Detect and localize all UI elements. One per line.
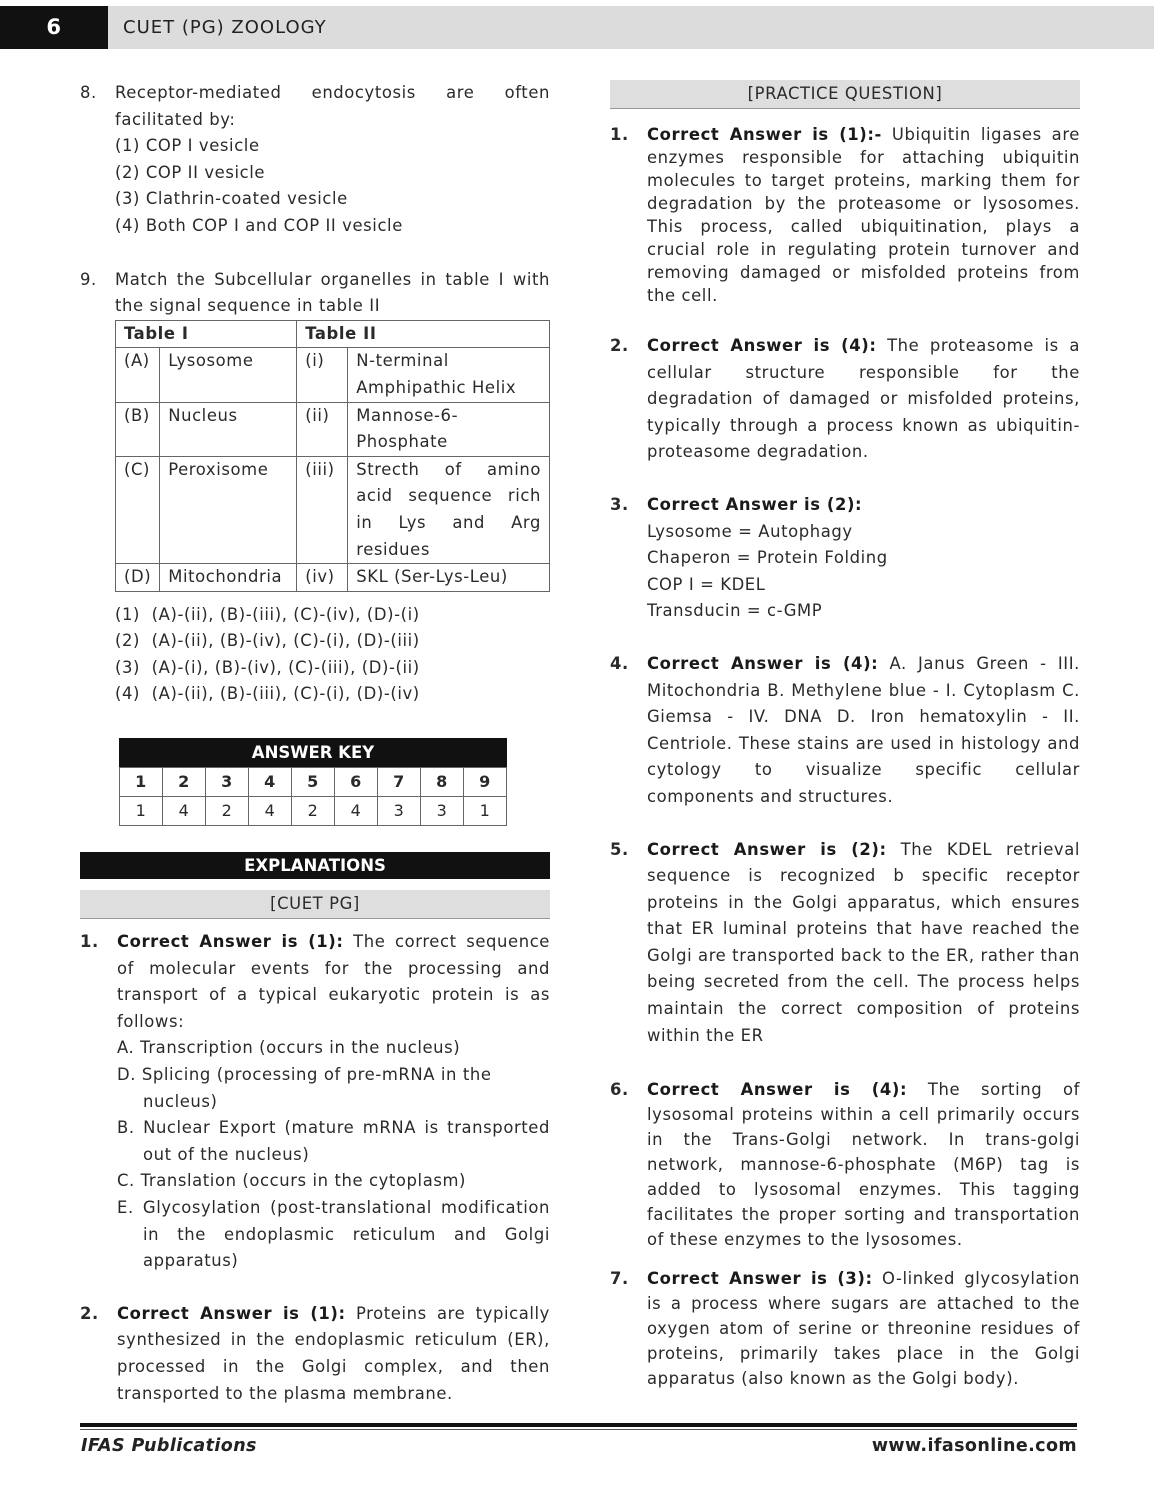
- answer-key-cell: 3: [421, 797, 464, 826]
- step: B. Nuclear Export (mature mRNA is transported out of the nucleus): [117, 1118, 550, 1164]
- answer-number: 6.: [610, 1080, 629, 1100]
- practice-explanation-5: [610, 837, 1080, 1050]
- answer-key-cell: 2: [292, 797, 335, 826]
- answer-number: 2.: [610, 336, 629, 355]
- answer-number: 2.: [80, 1303, 99, 1323]
- practice-explanation-2: [610, 333, 1080, 466]
- table-cell: N-terminal Amphipathic Helix: [348, 348, 550, 402]
- table-row: [116, 564, 550, 592]
- table-cell: Mitochondria: [160, 564, 297, 592]
- practice-explanation-6: [610, 1077, 1080, 1252]
- option: (1) COP I vesicle: [115, 136, 260, 156]
- answer-key-cell: 5: [292, 768, 335, 797]
- table-cell: (iv): [297, 564, 348, 592]
- question-text: Receptor-mediated endocytosis are often facilitated by:: [115, 83, 550, 129]
- question-8: [80, 80, 550, 240]
- answer-key-cell: 4: [249, 797, 292, 826]
- answer-label: Correct Answer is (1):-: [647, 125, 882, 144]
- step: D. Splicing (processing of pre-mRNA in the nucleus): [117, 1065, 492, 1111]
- answer-label: Correct Answer is (4):: [647, 1080, 908, 1100]
- answer-number: 1.: [80, 932, 99, 952]
- answer-number: 4.: [610, 653, 629, 673]
- match-table: [115, 320, 550, 592]
- answer-text: The KDEL retrieval sequence is recognized b specific receptor proteins in the Golgi apparatus, which ensures that ER luminal proteins that have reached the Golgi are transported back to the ER, rather than being secreted from the cell. The process helps maintain the correct composition of proteins within the ER: [647, 839, 1080, 1045]
- step: A. Transcription (occurs in the nucleus): [117, 1038, 461, 1058]
- footer-rule: [80, 1423, 1077, 1427]
- answer-text: The correct sequence of molecular events for the processing and transport of a typical eukaryotic protein is as follows:: [117, 932, 550, 1031]
- question-number: 9.: [80, 269, 97, 289]
- cuet-section-title: [CUET PG]: [80, 890, 550, 919]
- answer-key-cell: 3: [206, 768, 249, 797]
- footer-rule-thin: [80, 1429, 1077, 1430]
- practice-explanation-7: [610, 1266, 1080, 1391]
- option-text: (A)-(ii), (B)-(iii), (C)-(iv), (D)-(i): [151, 604, 420, 624]
- answer-key-cell: 4: [249, 768, 292, 797]
- answer-label: Correct Answer is (1):: [117, 932, 344, 952]
- cuet-explanation-1: [80, 929, 550, 1275]
- question-9: [80, 267, 550, 320]
- option-number: (1): [115, 604, 141, 624]
- practice-explanation-4: [610, 651, 1080, 811]
- answer-number: 5.: [610, 839, 629, 859]
- answer-number: 3.: [610, 494, 629, 514]
- option: [115, 681, 550, 708]
- answer-key-title: ANSWER KEY: [119, 738, 507, 767]
- table-cell: SKL (Ser-Lys-Leu): [348, 564, 550, 592]
- table-cell: (ii): [297, 402, 348, 456]
- table-cell: (i): [297, 348, 348, 402]
- option: [115, 602, 550, 629]
- answer-key-cell: 1: [120, 768, 163, 797]
- table-cell: Strecth of amino acid sequence rich in Lys and Arg residues: [348, 456, 550, 563]
- practice-section-title: [PRACTICE QUESTION]: [610, 80, 1080, 109]
- table-cell: (B): [116, 402, 160, 456]
- answer-key-cell: 9: [464, 768, 507, 797]
- practice-explanation-3: [610, 492, 1080, 625]
- option: (3) Clathrin-coated vesicle: [115, 189, 348, 209]
- table-cell: (A): [116, 348, 160, 402]
- match-options: [115, 602, 550, 708]
- answer-key-cell: 7: [378, 768, 421, 797]
- table-header: Table II: [297, 320, 550, 348]
- answer-key-cell: 8: [421, 768, 464, 797]
- answer-key-cell: 4: [163, 797, 206, 826]
- answer-line: Transducin = c-GMP: [647, 601, 823, 621]
- answer-number: 1.: [610, 125, 629, 144]
- table-cell: Nucleus: [160, 402, 297, 456]
- table-header-row: [116, 320, 550, 348]
- option-text: (A)-(ii), (B)-(iii), (C)-(i), (D)-(iv): [151, 684, 420, 704]
- answer-label: Correct Answer is (4):: [647, 336, 877, 355]
- answer-label: Correct Answer is (4):: [647, 653, 879, 673]
- table-cell: (D): [116, 564, 160, 592]
- answer-line: Chaperon = Protein Folding: [647, 548, 888, 568]
- answer-line: COP I = KDEL: [647, 574, 766, 594]
- page-number: 6: [0, 6, 108, 49]
- answer-text: O-linked glycosylation is a process where sugars are attached to the oxygen atom of serine or threonine residues of proteins, primarily takes place in the Golgi apparatus (also known as the Golgi body).: [647, 1269, 1080, 1389]
- answer-key-cell: 2: [206, 797, 249, 826]
- left-column: [80, 80, 550, 1407]
- answer-key-table: [119, 767, 507, 826]
- option: (2) COP II vesicle: [115, 162, 266, 182]
- table-row: [116, 348, 550, 402]
- answer-key-cell: 6: [335, 768, 378, 797]
- answer-label: Correct Answer is (2):: [647, 494, 863, 514]
- answer-text: Ubiquitin ligases are enzymes responsible for attaching ubiquitin molecules to target proteins, marking them for degradation by the proteasome or lysosomes. This process, called ubiquitination, plays a crucial role in regulating protein turnover and removing damaged or misfolded proteins from the cell.: [647, 125, 1080, 305]
- step: E. Glycosylation (post-translational modification in the endoplasmic reticulum and Golgi apparatus): [117, 1198, 550, 1271]
- answer-label: Correct Answer is (1):: [117, 1303, 346, 1323]
- explanations-heading: [80, 852, 550, 919]
- table-cell: Peroxisome: [160, 456, 297, 563]
- answer-text: The proteasome is a cellular structure responsible for the degradation of damaged or misfolded proteins, typically through a process known as ubiquitin-proteasome degradation.: [647, 336, 1080, 462]
- answer-key: [119, 738, 507, 826]
- table-cell: Lysosome: [160, 348, 297, 402]
- answer-key-cell: 1: [120, 797, 163, 826]
- step: C. Translation (occurs in the cytoplasm): [117, 1171, 467, 1191]
- question-number: 8.: [80, 83, 97, 102]
- answer-text: A. Janus Green - III. Mitochondria B. Methylene blue - I. Cytoplasm C. Giemsa - IV. DNA D. Iron hematoxylin - II. Centriole. These stains are used in histology and cytology to visualize specific cellular components and structures.: [647, 653, 1080, 806]
- option-text: (A)-(i), (B)-(iv), (C)-(iii), (D)-(ii): [151, 657, 420, 677]
- option: [115, 655, 550, 682]
- answer-key-answer-row: [120, 797, 507, 826]
- option-number: (3): [115, 657, 141, 677]
- option-number: (4): [115, 684, 141, 704]
- table-cell: Mannose-6-Phosphate: [348, 402, 550, 456]
- table-header: Table I: [116, 320, 297, 348]
- answer-number: 7.: [610, 1269, 629, 1289]
- answer-key-cell: 2: [163, 768, 206, 797]
- answer-key-cell: 4: [335, 797, 378, 826]
- question-text: Match the Subcellular organelles in table I with the signal sequence in table II: [115, 269, 550, 316]
- table-cell: (iii): [297, 456, 348, 563]
- answer-key-cell: 3: [378, 797, 421, 826]
- option: [115, 628, 550, 655]
- option: (4) Both COP I and COP II vesicle: [115, 215, 403, 235]
- answer-text: The sorting of lysosomal proteins within a cell primarily occurs in the Trans-Golgi network. In trans-golgi network, mannose-6-phosphate (M6P) tag is added to lysosomal enzymes. This tagging facilitates the proper sorting and transportation of these enzymes to the lysosomes.: [647, 1080, 1080, 1250]
- page-header: [0, 6, 1154, 49]
- publisher-name: IFAS Publications: [81, 1436, 257, 1456]
- answer-key-cell: 1: [464, 797, 507, 826]
- cuet-explanation-2: [80, 1301, 550, 1407]
- practice-explanation-1: [610, 123, 1080, 307]
- book-title: CUET (PG) ZOOLOGY: [123, 17, 327, 38]
- answer-key-question-row: [120, 768, 507, 797]
- answer-label: Correct Answer is (2):: [647, 839, 887, 859]
- right-column: [610, 80, 1080, 1391]
- explanations-title: EXPLANATIONS: [80, 852, 550, 879]
- website-url: www.ifasonline.com: [871, 1436, 1077, 1456]
- table-cell: (C): [116, 456, 160, 563]
- table-row: [116, 456, 550, 563]
- answer-line: Lysosome = Autophagy: [647, 521, 853, 541]
- table-row: [116, 402, 550, 456]
- option-text: (A)-(ii), (B)-(iv), (C)-(i), (D)-(iii): [151, 631, 420, 651]
- answer-label: Correct Answer is (3):: [647, 1269, 873, 1289]
- option-number: (2): [115, 631, 141, 651]
- answer-text: Proteins are typically synthesized in the endoplasmic reticulum (ER), processed in the Golgi complex, and then transported to the plasma membrane.: [117, 1303, 550, 1403]
